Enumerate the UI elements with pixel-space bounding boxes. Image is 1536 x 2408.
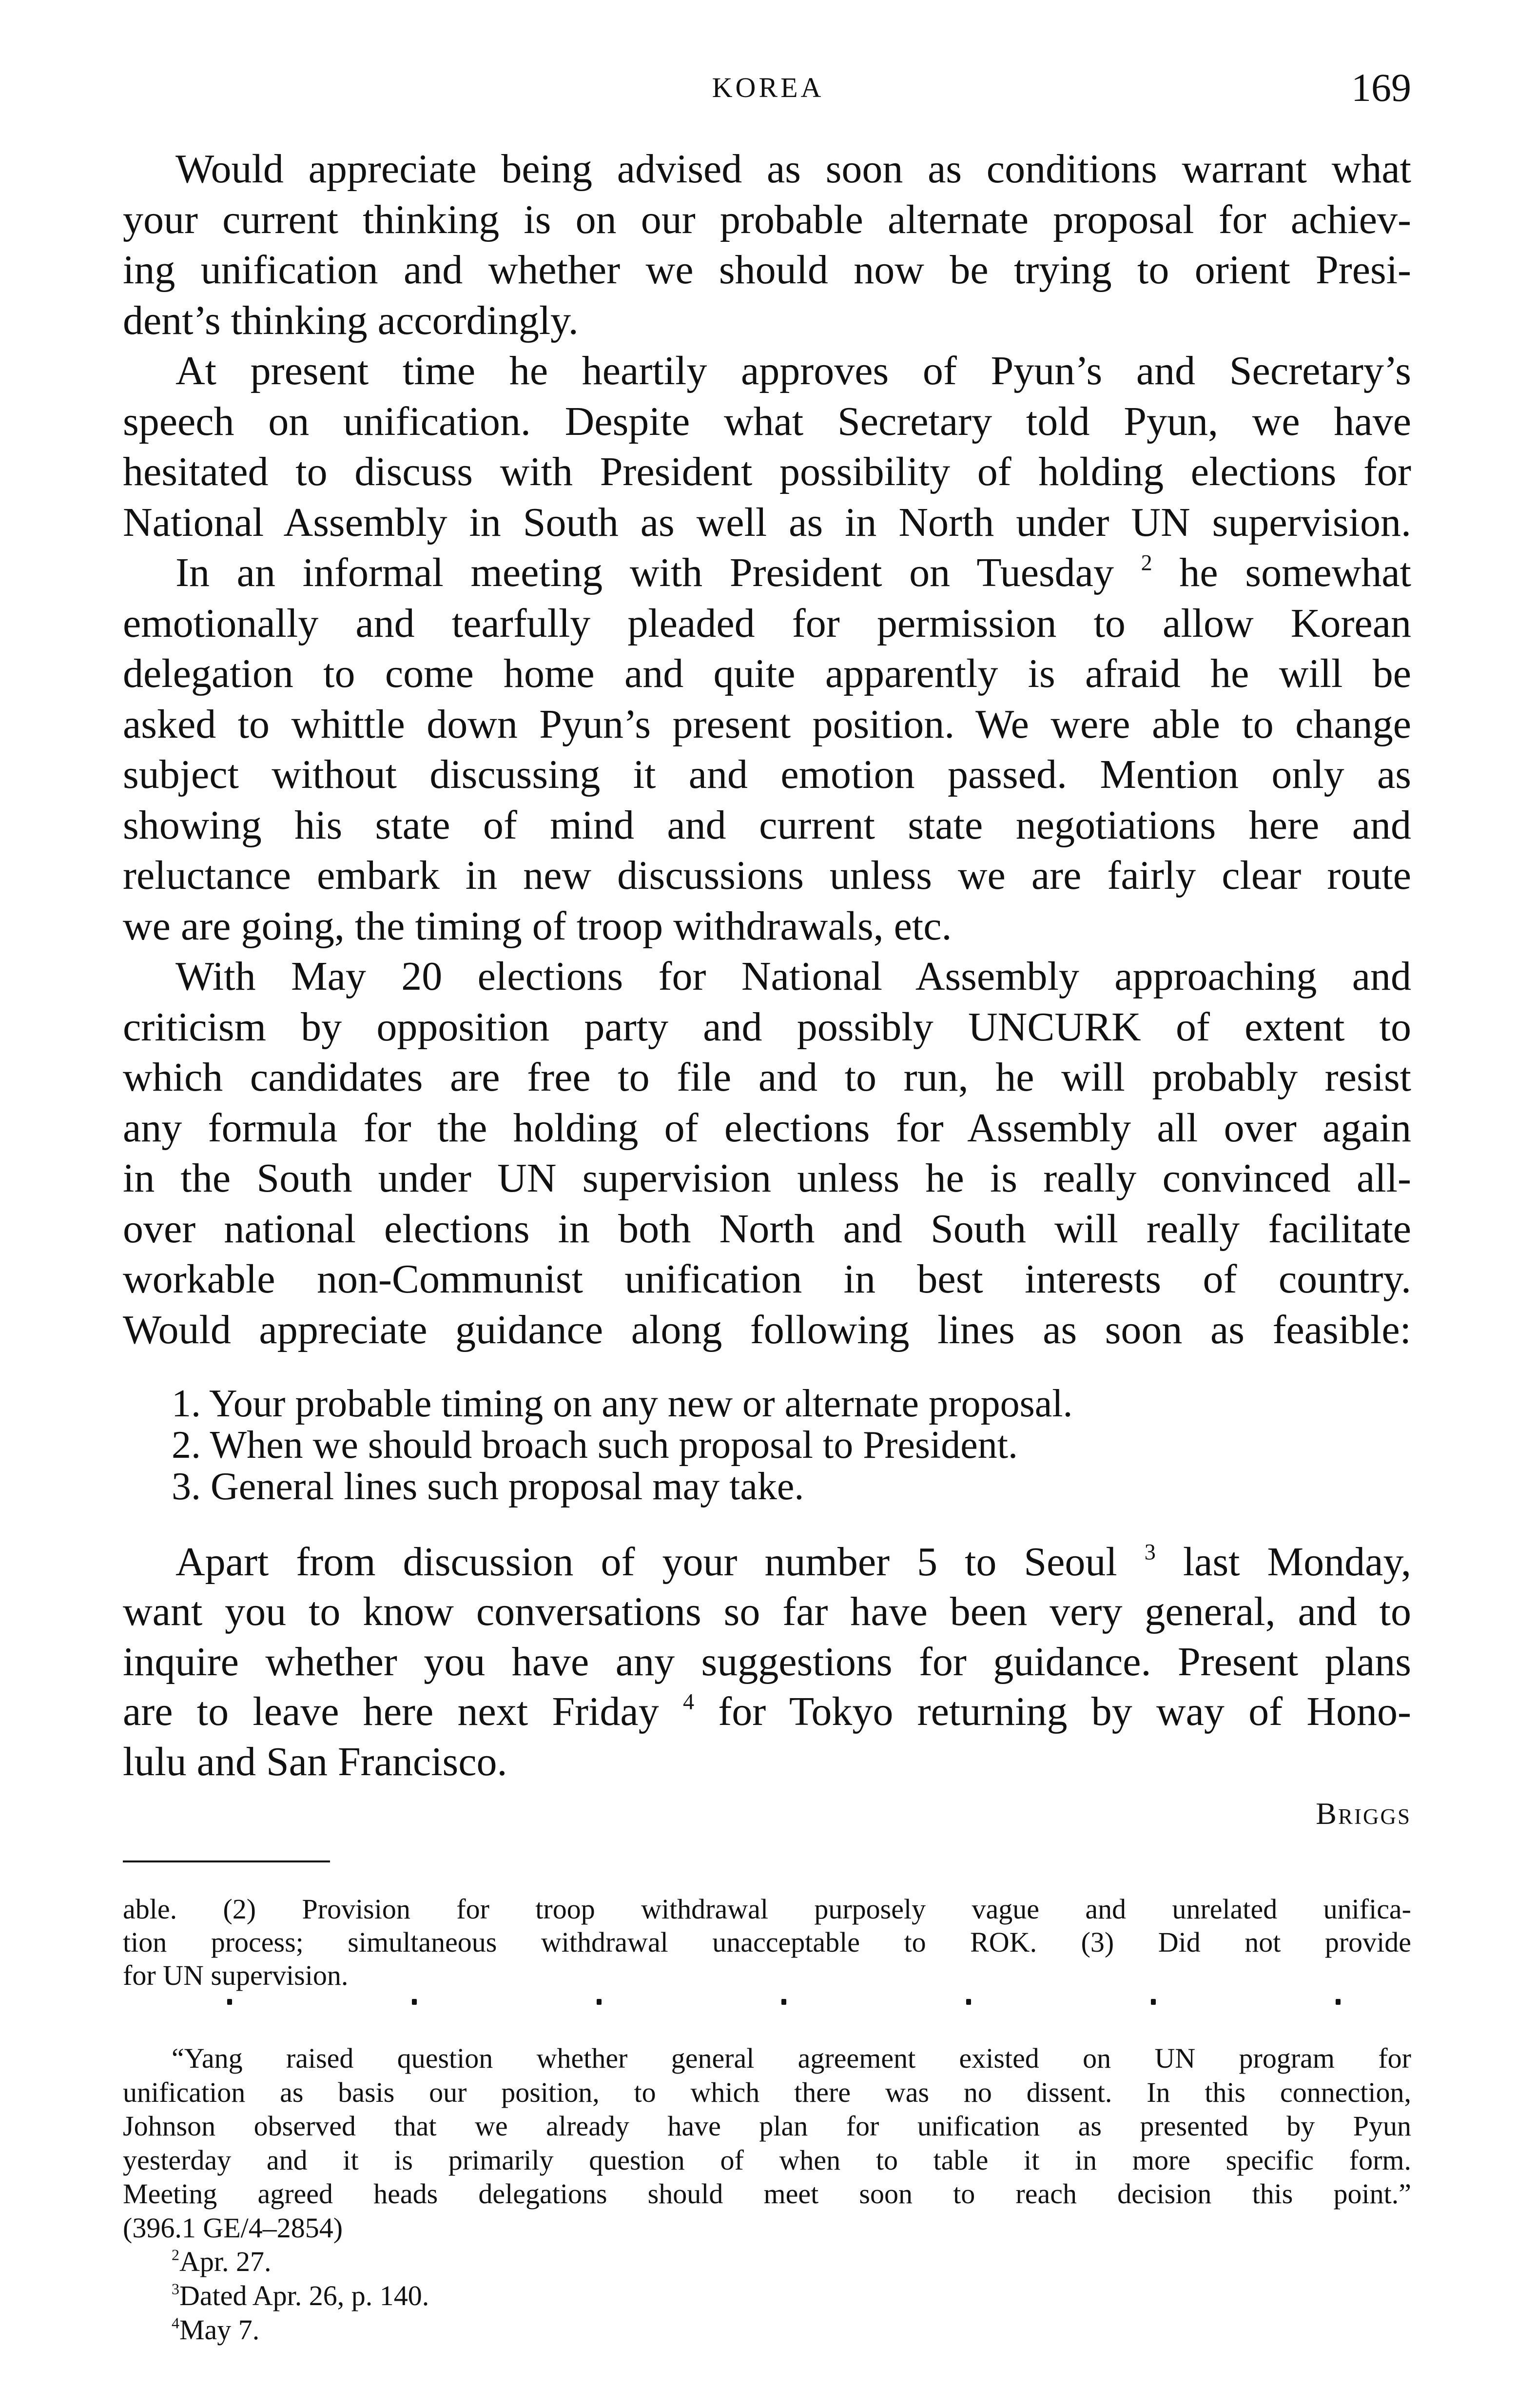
list-item: 1. Your probable timing on any new or alternate proposal. (172, 1382, 1073, 1425)
footnote-line: tion process; simultaneous withdrawal unacceptable to ROK. (3) Did not provide (123, 1926, 1411, 1958)
footnote-line: for UN supervision. (123, 1959, 349, 1991)
footnote-continued (123, 1893, 1411, 1992)
text-line: ing unification and whether we should now be trying to orient Presi- (123, 247, 1411, 293)
text-line: Would appreciate being advised as soon as conditions warrant what (175, 146, 1411, 192)
paragraph (123, 951, 1411, 1355)
footnote-4: $^4$May 7. (172, 2314, 260, 2346)
footnote-ref: 2 (1141, 550, 1152, 575)
text-line: At present time he heartily approves of Pyun’s and Secretary’s (175, 348, 1411, 393)
footnote-line: “Yang raised question whether general agreement existed on UN program for (172, 2042, 1411, 2074)
text-line: delegation to come home and quite apparently is afraid he will be (123, 651, 1411, 696)
text-line: showing his state of mind and current state negotiations here and (123, 802, 1411, 848)
footnote-line: Meeting agreed heads delegations should meet soon to reach decision this point.” (123, 2178, 1411, 2210)
text-line: we are going, the timing of troop withdrawals, etc. (123, 903, 952, 949)
text-line: over national elections in both North and South will really facilitate (123, 1206, 1411, 1252)
running-head: KOREA (712, 72, 824, 103)
text-line: lulu and San Francisco. (123, 1739, 507, 1784)
footnote-line: yesterday and it is primarily question of when to table it in more specific form. (123, 2144, 1411, 2176)
list-item: 3. General lines such proposal may take. (172, 1465, 804, 1508)
text-line: inquire whether you have any suggestions for guidance. Present plans (123, 1639, 1411, 1684)
text-line: speech on unification. Despite what Secretary told Pyun, we have (123, 398, 1411, 444)
dot (1151, 1999, 1156, 2005)
dot (966, 1999, 971, 2005)
text-line: any formula for the holding of elections for Assembly all over again (123, 1105, 1411, 1151)
footnote-quote (123, 2041, 1411, 2347)
text-line: reluctance embark in new discussions unless we are fairly clear route (123, 853, 1411, 898)
dot (227, 1999, 232, 2005)
text-line: With May 20 elections for National Assembly approaching and (175, 954, 1411, 999)
text-line: want you to know conversations so far have been very general, and to (123, 1589, 1411, 1635)
text-line: hesitated to discuss with President possibility of holding elections for (123, 449, 1411, 494)
text-line: in the South under UN supervision unless he is really convinced all- (123, 1155, 1411, 1201)
footnote-3: $^3$Dated Apr. 26, p. 140. (172, 2280, 429, 2311)
footnote-ref: 4 (682, 1689, 695, 1714)
paragraph (123, 346, 1411, 548)
dot (597, 1999, 602, 2005)
text-line: asked to whittle down Pyun’s present position. We were able to change (123, 701, 1411, 747)
text-line: workable non-Communist unification in best interests of country. (123, 1256, 1411, 1302)
ellipsis-dots (227, 1999, 1341, 2005)
text-line: Apart from discussion of your number 5 to Seoul $^3$ last Monday, (175, 1539, 1411, 1585)
signature: Briggs (1316, 1796, 1411, 1831)
text-line: subject without discussing it and emotion passed. Mention only as (123, 752, 1411, 797)
main-text (123, 144, 1411, 1355)
footnote-line: able. (2) Provision for troop withdrawal purposely vague and unrelated unifica- (123, 1893, 1411, 1925)
dot (412, 1999, 417, 2005)
numbered-list (123, 1383, 1411, 1507)
dot (1336, 1999, 1341, 2005)
paragraph (123, 548, 1411, 951)
footnote-ref: 3 (1144, 1539, 1156, 1565)
text-line: are to leave here next Friday $^4$ for Tokyo returning by way of Hono- (123, 1689, 1411, 1735)
text-line: your current thinking is on our probable alternate proposal for achiev- (123, 196, 1411, 242)
closing-paragraph (123, 1537, 1411, 1787)
footnote-line: (396.1 GE/4–2854) (123, 2212, 343, 2244)
text-line: National Assembly in South as well as in North under UN supervision. (123, 499, 1411, 545)
paragraph (123, 144, 1411, 346)
text-line: Would appreciate guidance along following lines as soon as feasible: (123, 1307, 1411, 1352)
dot (781, 1999, 786, 2005)
footnote-line: unification as basis our position, to which there was no dissent. In this connection, (123, 2076, 1411, 2108)
text-line: In an informal meeting with President on Tuesday $^2$ he somewhat (175, 550, 1411, 595)
footnote-2: $^2$Apr. 27. (172, 2246, 272, 2277)
text-line: dent’s thinking accordingly. (123, 297, 579, 343)
text-line: criticism by opposition party and possibly UNCURK of extent to (123, 1004, 1411, 1050)
page-number: 169 (1351, 65, 1411, 110)
footnote-divider (123, 1860, 330, 1862)
list-item: 2. When we should broach such proposal to President. (172, 1424, 1018, 1467)
text-line: emotionally and tearfully pleaded for permission to allow Korean (123, 600, 1411, 646)
footnote-line: Johnson observed that we already have plan for unification as presented by Pyun (123, 2110, 1411, 2142)
text-line: which candidates are free to file and to run, he will probably resist (123, 1055, 1411, 1100)
